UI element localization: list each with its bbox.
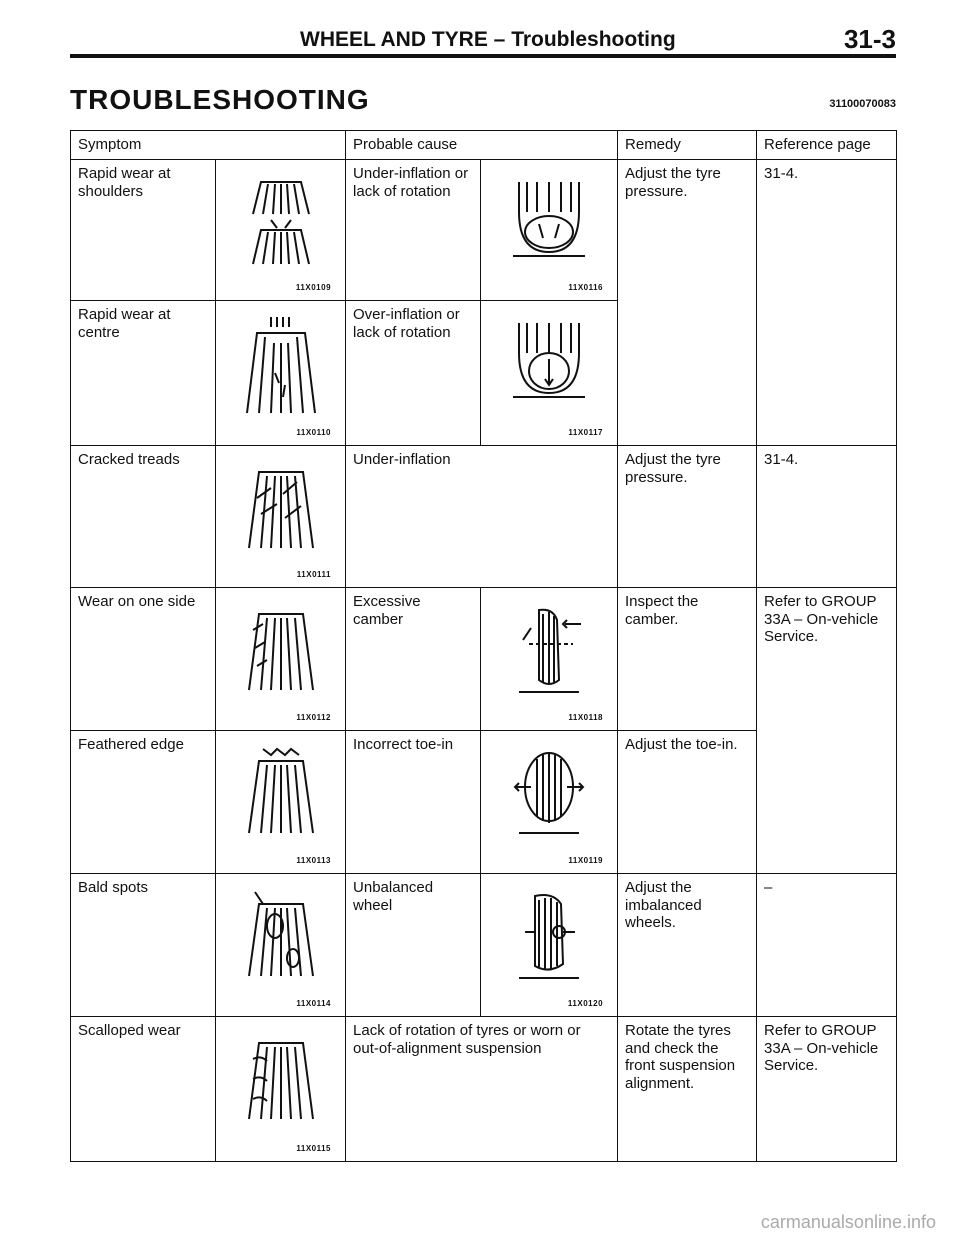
cause-cell: Over-inflation or lack of rotation — [346, 301, 481, 446]
reference-cell: – — [757, 874, 897, 1017]
remedy-cell: Adjust the tyre pressure. — [618, 160, 757, 301]
symptom-cell: Wear on one side — [71, 588, 216, 731]
col-header-symptom: Symptom — [71, 131, 346, 160]
symptom-cell: Scalloped wear — [71, 1017, 216, 1162]
cause-cell: Under-inflation or lack of rotation — [346, 160, 481, 301]
figure-label: 11X0116 — [568, 282, 604, 292]
tyre-tread-icon — [241, 886, 321, 986]
page-header — [70, 14, 896, 58]
figure-label: 11X0117 — [568, 427, 604, 437]
figure-label: 11X0119 — [568, 855, 604, 865]
remedy-cell: Adjust the tyre pressure. — [618, 446, 757, 588]
cause-cell: Excessive camber — [346, 588, 481, 731]
tyre-figure-cell — [216, 446, 346, 588]
tyre-tread-icon — [241, 600, 321, 700]
cause-figure-cell — [481, 731, 618, 874]
symptom-cell: Cracked treads — [71, 446, 216, 588]
tyre-figure-cell — [216, 160, 346, 301]
remedy-cell-empty — [618, 301, 757, 446]
figure-label: 11X0113 — [296, 855, 332, 865]
table-row — [71, 301, 897, 446]
figure-label: 11X0110 — [296, 427, 332, 437]
cause-figure-cell — [481, 301, 618, 446]
tyre-figure-cell — [216, 1017, 346, 1162]
table-row — [71, 874, 897, 1017]
remedy-cell: Adjust the toe-in. — [618, 731, 757, 874]
page-number: 31-3 — [843, 24, 896, 54]
figure-label: 11X0118 — [568, 712, 604, 722]
section-code: 31100070083 — [829, 98, 896, 110]
tilted-wheel-icon — [509, 600, 589, 700]
cause-cell: Under-inflation — [346, 446, 618, 588]
reference-cell-empty — [757, 301, 897, 446]
reference-cell: Refer to GROUP 33A – On-vehicle Service. — [757, 588, 897, 731]
figure-label: 11X0109 — [295, 282, 332, 292]
cause-cell: Incorrect toe-in — [346, 731, 481, 874]
watermark: carmanualsonline.info — [760, 1212, 936, 1232]
wheel-toe-icon — [509, 743, 589, 843]
reference-cell-empty — [757, 731, 897, 874]
troubleshooting-table — [70, 130, 897, 1162]
remedy-cell: Adjust the imbalanced wheels. — [618, 874, 757, 1017]
figure-label: 11X0120 — [567, 998, 604, 1008]
remedy-cell: Inspect the camber. — [618, 588, 757, 731]
symptom-cell: Rapid wear at centre — [71, 301, 216, 446]
tyre-tread-icon — [241, 1029, 321, 1129]
table-row — [71, 1017, 897, 1162]
section-title: TROUBLESHOOTING — [70, 84, 370, 115]
table-row — [71, 731, 897, 874]
figure-label: 11X0115 — [296, 1143, 332, 1153]
symptom-cell: Bald spots — [71, 874, 216, 1017]
tyre-figure-cell — [216, 301, 346, 446]
col-header-reference: Reference page — [757, 131, 897, 160]
table-header-row — [71, 131, 897, 160]
cause-cell: Unbalanced wheel — [346, 874, 481, 1017]
tyre-figure-cell — [216, 588, 346, 731]
reference-cell: 31-4. — [757, 446, 897, 588]
symptom-cell: Feathered edge — [71, 731, 216, 874]
figure-label: 11X0114 — [296, 998, 332, 1008]
tyre-cross-section-icon — [509, 313, 589, 403]
table-row — [71, 160, 897, 301]
reference-cell: Refer to GROUP 33A – On-vehicle Service. — [757, 1017, 897, 1162]
tyre-figure-cell — [216, 731, 346, 874]
table-row — [71, 446, 897, 588]
table-row — [71, 588, 897, 731]
tyre-tread-icon — [241, 458, 321, 558]
tyre-tread-icon — [241, 743, 321, 843]
tyre-cross-section-icon — [509, 172, 589, 262]
cause-figure-cell — [481, 588, 618, 731]
reference-cell: 31-4. — [757, 160, 897, 301]
cause-cell: Lack of rotation of tyres or worn or out-of-alignment suspension — [346, 1017, 618, 1162]
cause-figure-cell — [481, 874, 618, 1017]
figure-label: 11X0111 — [296, 569, 332, 579]
tyre-tread-icon — [241, 313, 321, 423]
figure-label: 11X0112 — [296, 712, 332, 722]
tyre-figure-cell — [216, 874, 346, 1017]
tyre-tread-icon — [241, 172, 321, 272]
remedy-cell: Rotate the tyres and check the front suspension alignment. — [618, 1017, 757, 1162]
col-header-cause: Probable cause — [346, 131, 618, 160]
col-header-remedy: Remedy — [618, 131, 757, 160]
symptom-cell: Rapid wear at shoulders — [71, 160, 216, 301]
cause-figure-cell — [481, 160, 618, 301]
header-title: WHEEL AND TYRE – Troubleshooting — [300, 28, 676, 51]
unbalanced-wheel-icon — [509, 886, 589, 986]
